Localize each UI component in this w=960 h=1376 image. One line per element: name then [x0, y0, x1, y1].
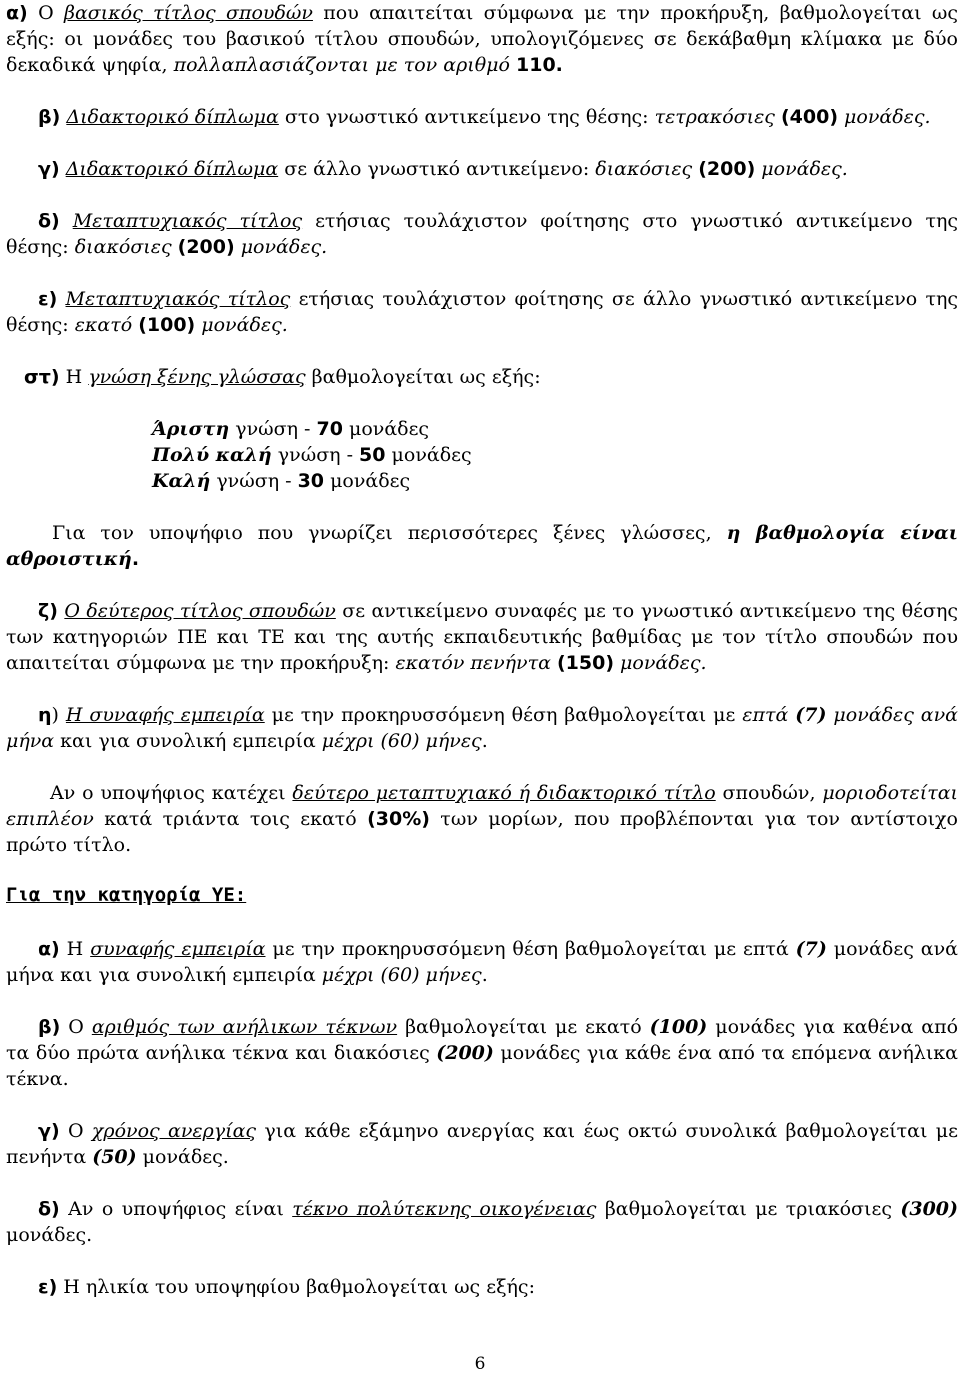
language-level-excellent: Άριστη γνώση - 70 μονάδες	[152, 418, 430, 440]
language-note: Για τον υποψήφιο που γνωρίζει περισσότερες ξένες γλώσσες, η βαθμολογία είναι αθροιστική.	[6, 522, 958, 570]
paragraph-extra-title: Αν ο υποψήφιος κατέχει δεύτερο μεταπτυχιακό ή διδακτορικό τίτλο σπουδών, μοριοδοτείται επιπλέον κατά τριάντα τοις εκατό (30%) των μορίων, που προβλέπονται για τον αντίστοιχο πρώτο τίτλο.	[6, 782, 958, 856]
page-number: 6	[474, 1354, 486, 1374]
language-level-good: Καλή γνώση - 30 μονάδες	[152, 470, 411, 492]
category-ye-heading: Για την κατηγορία ΥΕ:	[6, 884, 247, 906]
ye-experience: α) Η συναφής εμπειρία με την προκηρυσσόμενη θέση βαθμολογείται με επτά (7) μονάδες ανά μήνα και για συνολική εμπειρία μέχρι (60) μήνες.	[6, 938, 958, 986]
ye-minor-children: β) Ο αριθμός των ανήλικων τέκνων βαθμολογείται με εκατό (100) μονάδες για καθένα από τα δύο πρώτα ανήλικα τέκνα και διακόσιες (200) μονάδες για κάθε ένα από τα επόμενα ανήλικα τέκνα.	[6, 1016, 959, 1090]
ye-unemployment: γ) Ο χρόνος ανεργίας για κάθε εξάμηνο ανεργίας και έως οκτώ συνολικά βαθμολογείται με πενήντα (50) μονάδες.	[6, 1120, 958, 1168]
paragraph-experience: η) Η συναφής εμπειρία με την προκηρυσσόμενη θέση βαθμολογείται με επτά (7) μονάδες ανά μήνα και για συνολική εμπειρία μέχρι (60) μήνες.	[6, 704, 959, 752]
paragraph-basic-degree: α) Ο βασικός τίτλος σπουδών που απαιτείται σύμφωνα με την προκήρυξη, βαθμολογείται ως εξής: οι μονάδες του βασικού τίτλου σπουδών, υπολογιζόμενες σε δεκάβαθμη κλίμακα με δύο δεκαδικά ψηφία, πολλαπλασιάζονται με τον αριθμό 110.	[6, 2, 958, 76]
ye-large-family: δ) Αν ο υποψήφιος είναι τέκνο πολύτεκνης οικογένειας βαθμολογείται με τριακόσιες (300) μονάδες.	[6, 1198, 958, 1246]
paragraph-phd-other: γ) Διδακτορικό δίπλωμα σε άλλο γνωστικό αντικείμενο: διακόσιες (200) μονάδες.	[38, 158, 848, 180]
paragraph-phd: β) Διδακτορικό δίπλωμα στο γνωστικό αντικείμενο της θέσης: τετρακόσιες (400) μονάδες.	[38, 106, 931, 128]
paragraph-second-degree: ζ) Ο δεύτερος τίτλος σπουδών σε αντικείμενο συναφές με το γνωστικό αντικείμενο της θέσης των κατηγοριών ΠΕ και ΤΕ και της αυτής εκπαιδευτικής βαθμίδας με τον τίτλο σπουδών που απαιτείται σύμφωνα με την προκήρυξη: εκατόν πενήντα (150) μονάδες.	[6, 600, 958, 674]
language-level-very-good: Πολύ καλή γνώση - 50 μονάδες	[152, 444, 472, 466]
ye-age: ε) Η ηλικία του υποψηφίου βαθμολογείται ως εξής:	[38, 1276, 535, 1298]
paragraph-msc: δ) Μεταπτυχιακός τίτλος ετήσιας τουλάχιστον φοίτησης στο γνωστικό αντικείμενο της θέσης: διακόσιες (200) μονάδες.	[6, 210, 959, 258]
paragraph-msc-other: ε) Μεταπτυχιακός τίτλος ετήσιας τουλάχιστον φοίτησης σε άλλο γνωστικό αντικείμενο της θέσης: εκατό (100) μονάδες.	[6, 288, 959, 336]
paragraph-foreign-language: στ) Η γνώση ξένης γλώσσας βαθμολογείται ως εξής:	[24, 366, 541, 388]
